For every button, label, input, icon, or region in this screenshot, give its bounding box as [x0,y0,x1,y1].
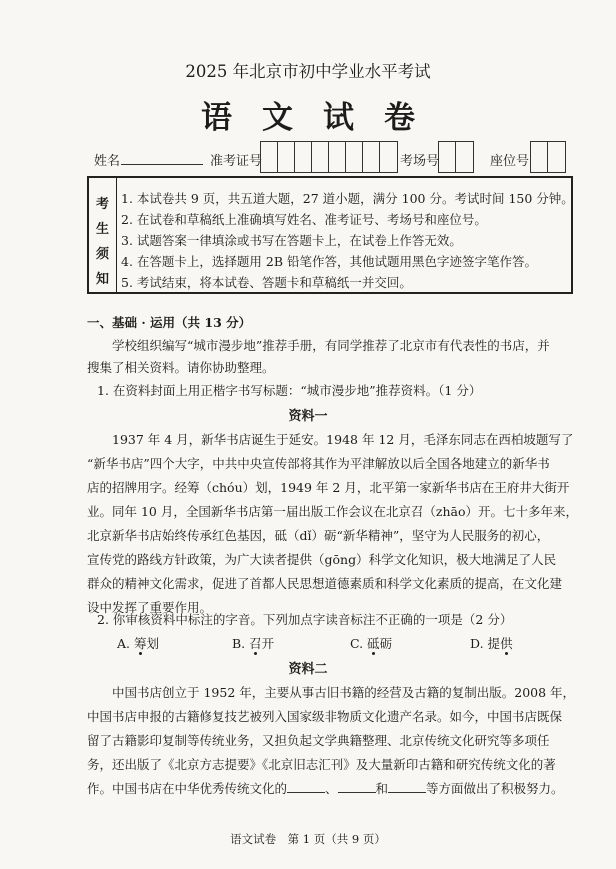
material-2-last-line: 作。中国书店在中华优秀传统文化的 、 和 等方面做出了积极努力。 [87,781,564,796]
notice-heading: 考 生 须 知 [89,178,117,292]
exam-no-boxes[interactable] [260,141,398,173]
material-1-title: 资料一 [288,409,328,424]
exam-no-label: 准考证号 [210,154,263,169]
material-2-line: 中国书店申报的古籍修复技艺被列入国家级非物质文化遗产名录。如今，中国书店既保 [87,709,563,724]
dotted-char: 召 [249,636,262,651]
candidate-notice [87,176,573,294]
material-2-line: 留了古籍影印复制等传统业务，又担负起文学典籍整理、北京传统文化研究等多项任 [87,733,550,748]
name-label: 姓名 [94,154,121,169]
dotted-char: 筹 [134,636,147,651]
option-a[interactable]: A. 筹划 [117,636,160,651]
material-1-line: 店的招牌用字。经筹（chóu）划，1949 年 2 月，北平第一家新华书店在王府井大街开 [87,480,570,495]
material-2-line: 务，还出版了《北京方志提要》《北京旧志汇刊》及大量新印古籍和研究传统文化的著 [87,757,556,772]
exam-title: 2025 年北京市初中学业水平考试 [185,62,431,81]
material-1-line: 宣传党的路线方针政策，为广大读者提供（gōng）科学文化知识，极大地满足了人民 [87,552,557,567]
dotted-char: 供 [500,636,513,651]
material-1-line: “新华书店”四个大字，中共中央宣传部将其作为平津解放以后全国各地建立的新华书 [87,456,550,471]
option-d[interactable]: D. 提供 [470,636,513,651]
material-1-line: 北京新华书店始终传承红色基因，砥（dǐ）砺“新华精神”，坚守为人民服务的初心， [87,528,550,543]
material-2-line: 中国书店创立于 1952 年，主要从事古旧书籍的经营及古籍的复制出版。2008 年， [112,685,576,700]
fill-blank[interactable] [287,781,325,793]
subject-title: 语文试卷 [201,100,445,136]
room-boxes[interactable] [438,141,474,173]
room-label: 考场号 [400,154,440,169]
fill-blank[interactable] [338,781,376,793]
notice-item: 3. 试题答案一律填涂或书写在答题卡上，在试卷上作答无效。 [121,233,462,248]
notice-item: 1. 本试卷共 9 页，共五道大题，27 道小题，满分 100 分。考试时间 150 分钟。 [121,191,574,206]
material-1-line: 业。同年 10 月，全国新华书店第一届出版工作会议在北京召（zhāo）开。七十多年来， [87,504,578,519]
seat-label: 座位号 [490,154,530,169]
material-1-line: 设中发挥了重要作用。 [87,600,213,615]
page-footer: 语文试卷 第 1 页（共 9 页） [230,832,386,846]
material-2-title: 资料二 [288,662,328,677]
question-1: 1. 在资料封面上用正楷字书写标题：“城市漫步地”推荐资料。（1 分） [97,383,482,398]
intro-line: 学校组织编写“城市漫步地”推荐手册，有同学推荐了北京市有代表性的书店，并 [112,338,550,353]
notice-item: 5. 考试结束，将本试卷、答题卡和草稿纸一并交回。 [121,275,412,290]
material-1-line: 1937 年 4 月，新华书店诞生于延安。1948 年 12 月，毛泽东同志在西柏坡题写了 [112,432,574,447]
notice-item: 4. 在答题卡上，选择题用 2B 铅笔作答，其他试题用黑色字迹签字笔作答。 [121,254,537,269]
fill-blank[interactable] [388,781,426,793]
option-b[interactable]: B. 召开 [232,636,275,651]
material-1-line: 群众的精神文化需求，促进了首都人民思想道德素质和科学文化素质的提高，在文化建 [87,576,563,591]
intro-line: 搜集了相关资料。请你协助整理。 [87,360,275,375]
dotted-char: 砥 [367,636,380,651]
option-c[interactable]: C. 砥砺 [350,636,393,651]
section-heading: 一、基础 · 运用（共 13 分） [87,315,252,330]
seat-boxes[interactable] [530,141,566,173]
question-2: 2. 你审核资料中标注的字音。下列加点字读音标注不正确的一项是（2 分） [97,612,513,627]
notice-item: 2. 在试卷和草稿纸上准确填写姓名、准考证号、考场号和座位号。 [121,212,487,227]
name-field[interactable] [121,150,203,165]
